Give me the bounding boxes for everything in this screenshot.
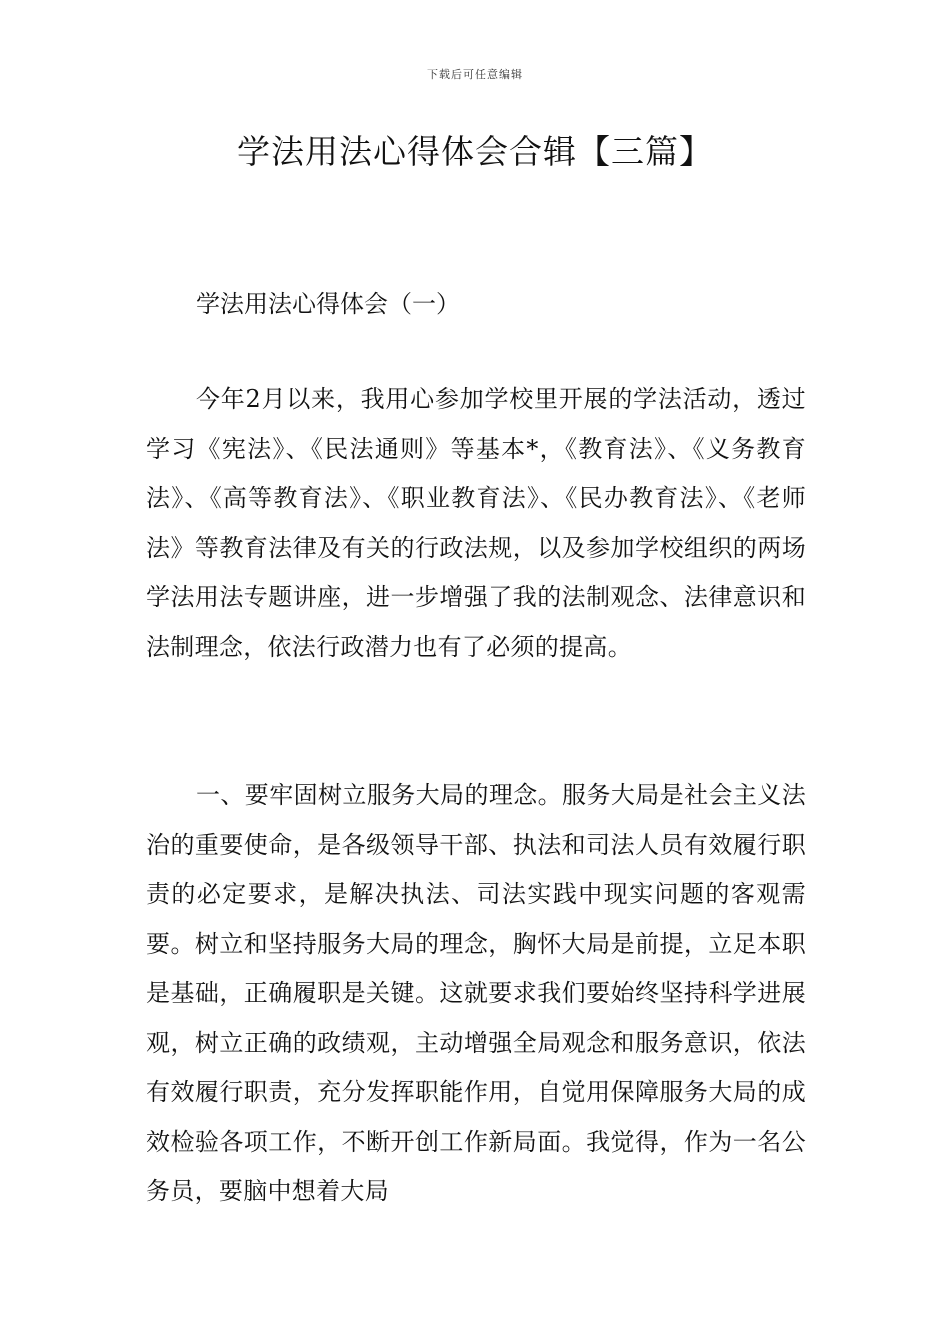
header-note: 下载后可任意编辑 — [427, 68, 523, 81]
body-paragraph-2: 一、要牢固树立服务大局的理念。服务大局是社会主义法治的重要使命，是各级领导干部、执法和司法人员有效履行职责的必定要求，是解决执法、司法实践中现实问题的客观需要。树立和坚持服务大局的理念，胸怀大局是前提，立足本职是基础，正确履职是关键。这就要求我们要始终坚持科学进展观，树立正确的政绩观，主动增强全局观念和服务意识，依法有效履行职责，充分发挥职能作用，自觉用保障服务大局的成效检验各项工作，不断开创工作新局面。我觉得，作为一名公务员，要脑中想着大局 — [146, 781, 806, 1205]
document-title: 学法用法心得体会合辑【三篇】 — [237, 132, 713, 171]
body-paragraph-1: 今年2月以来，我用心参加学校里开展的学法活动，透过学习《宪法》、《民法通则》等基本*，《教育法》、《义务教育法》、《高等教育法》、《职业教育法》、《民办教育法》、《老师法》等教育法律及有关的行政法规，以及参加学校组织的两场学法用法专题讲座，进一步增强了我的法制观念、法律意识和法制理念，依法行政潜力也有了必须的提高。 — [146, 385, 806, 661]
section-heading: 学法用法心得体会（一） — [196, 290, 460, 318]
